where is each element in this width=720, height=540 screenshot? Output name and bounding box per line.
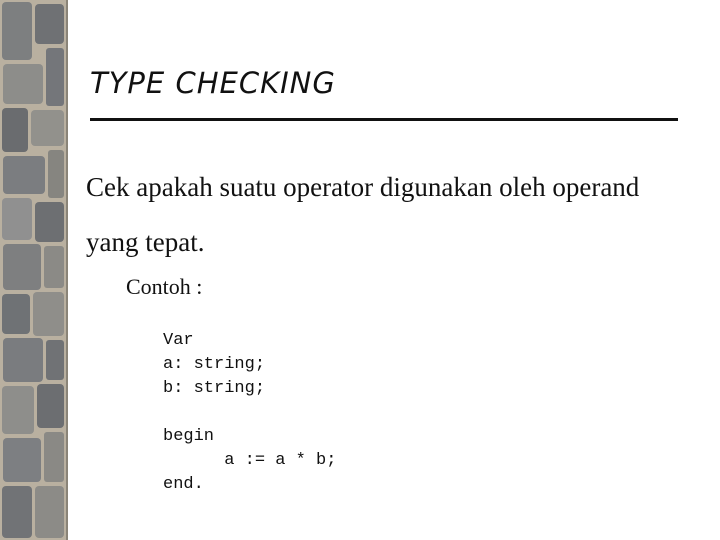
code-line: a := a * b; [163, 451, 337, 470]
code-line: Var [163, 331, 194, 350]
stone-wall-icon [0, 0, 66, 540]
code-line: a: string; [163, 355, 266, 374]
code-block [163, 329, 336, 497]
slide-body-text: Cek apakah suatu operator digunakan oleh operand yang tepat. [86, 172, 640, 257]
stone-wall-decoration [0, 0, 68, 540]
code-line: begin [163, 427, 215, 446]
title-underline [90, 118, 678, 121]
code-line: b: string; [163, 379, 266, 398]
code-line: end. [163, 475, 204, 494]
example-label: Contoh : [126, 274, 203, 299]
slide-title: TYPE CHECKING [90, 66, 336, 100]
